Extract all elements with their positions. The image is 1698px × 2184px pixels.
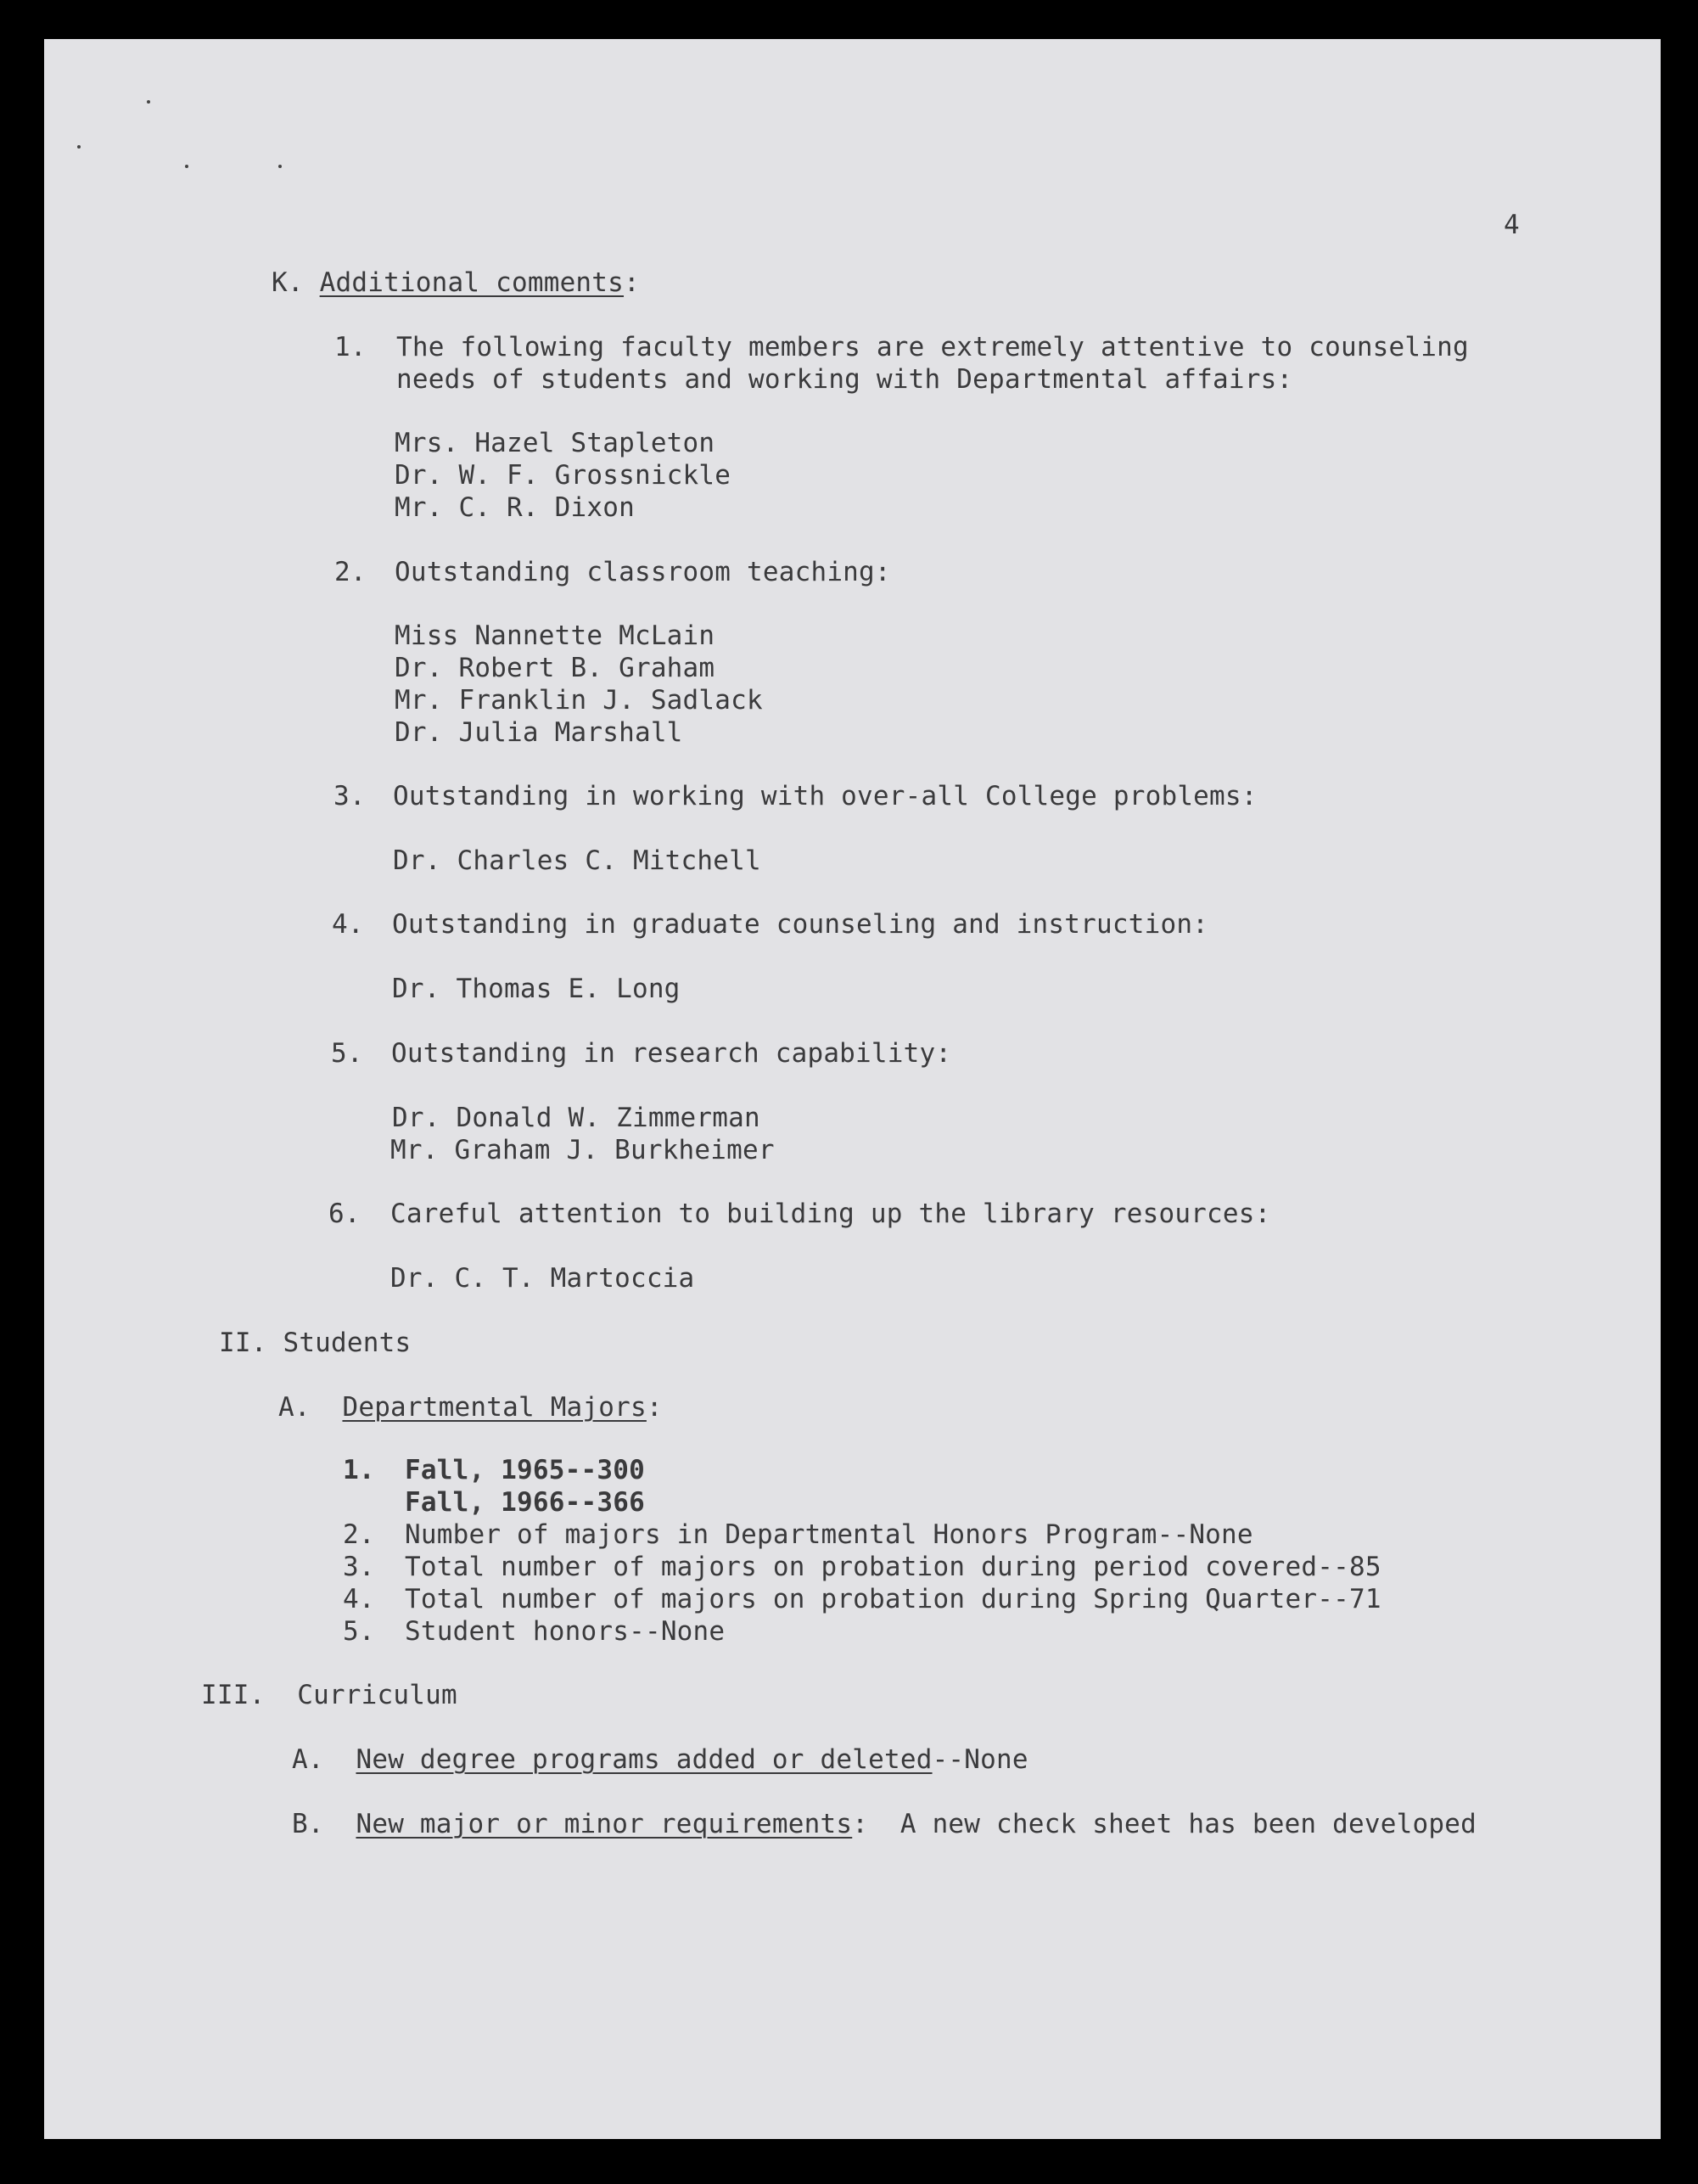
section-iii-a: A. New degree programs added or deleted--None (292, 1744, 1028, 1775)
new-degree-programs-title: New degree programs added or deleted (356, 1744, 933, 1775)
faculty-name: Mr. Franklin J. Sadlack (395, 685, 763, 716)
faculty-name: Dr. C. T. Martoccia (390, 1263, 695, 1294)
list-item-text: Careful attention to building up the library resources: (390, 1199, 1271, 1229)
faculty-name: Mr. C. R. Dixon (395, 492, 635, 523)
section-iii-heading: III. Curriculum (201, 1680, 457, 1710)
faculty-name: Dr. Donald W. Zimmerman (392, 1103, 760, 1133)
list-item-number: 3. (333, 781, 366, 811)
section-k-heading: K. Additional comments: (272, 267, 640, 298)
list-item-text: Outstanding in working with over-all College problems: (393, 781, 1258, 811)
faculty-name: Dr. W. F. Grossnickle (395, 460, 731, 491)
faculty-name: Dr. Thomas E. Long (392, 974, 681, 1004)
scan-speck (185, 165, 188, 168)
list-item-text: Student honors--None (405, 1616, 726, 1647)
document-page (44, 39, 1661, 2139)
list-item-number: 6. (328, 1199, 361, 1229)
faculty-name: Dr. Charles C. Mitchell (393, 845, 761, 876)
departmental-majors-title: Departmental Majors (342, 1392, 647, 1423)
list-item-text: Outstanding classroom teaching: (395, 557, 891, 587)
list-item-text: Fall, 1965--300 (405, 1455, 645, 1485)
list-item-text: Outstanding in graduate counseling and instruction: (392, 909, 1209, 940)
list-item-text: Outstanding in research capability: (391, 1038, 952, 1069)
list-item-number: 4. (332, 909, 364, 940)
list-item-number: 4. (343, 1584, 375, 1614)
section-k-title: Additional comments (319, 267, 625, 298)
list-item-number: 1. (343, 1455, 375, 1485)
list-item-number: 5. (331, 1038, 363, 1069)
list-item-text: needs of students and working with Departmental affairs: (396, 364, 1293, 395)
scan-speck (77, 145, 81, 149)
new-requirements-title: New major or minor requirements (356, 1809, 853, 1839)
list-item-text: Total number of majors on probation during period covered--85 (405, 1552, 1381, 1582)
section-ii-heading: II. Students (219, 1328, 412, 1358)
section-iii-b: B. New major or minor requirements: A new check sheet has been developed (292, 1809, 1477, 1839)
faculty-name: Mr. Graham J. Burkheimer (390, 1135, 775, 1165)
list-item-text: Fall, 1966--366 (405, 1487, 645, 1518)
section-k-label: K. (272, 267, 304, 298)
list-item-number: 3. (343, 1552, 375, 1582)
faculty-name: Dr. Robert B. Graham (395, 653, 715, 683)
section-ii-a-heading: A. Departmental Majors: (278, 1392, 663, 1423)
list-item-text: The following faculty members are extremely attentive to counseling (396, 332, 1469, 362)
list-item-number: 5. (343, 1616, 375, 1647)
scan-speck (147, 100, 150, 104)
list-item-number: 1. (334, 332, 367, 362)
page-number: 4 (1504, 210, 1520, 240)
faculty-name: Dr. Julia Marshall (395, 717, 683, 748)
list-item-number: 2. (343, 1519, 375, 1550)
faculty-name: Mrs. Hazel Stapleton (395, 428, 715, 458)
scan-speck (278, 165, 282, 168)
list-item-text: Number of majors in Departmental Honors Program--None (405, 1519, 1253, 1550)
list-item-text: Total number of majors on probation during Spring Quarter--71 (405, 1584, 1381, 1614)
list-item-number: 2. (334, 557, 367, 587)
faculty-name: Miss Nannette McLain (395, 620, 715, 651)
